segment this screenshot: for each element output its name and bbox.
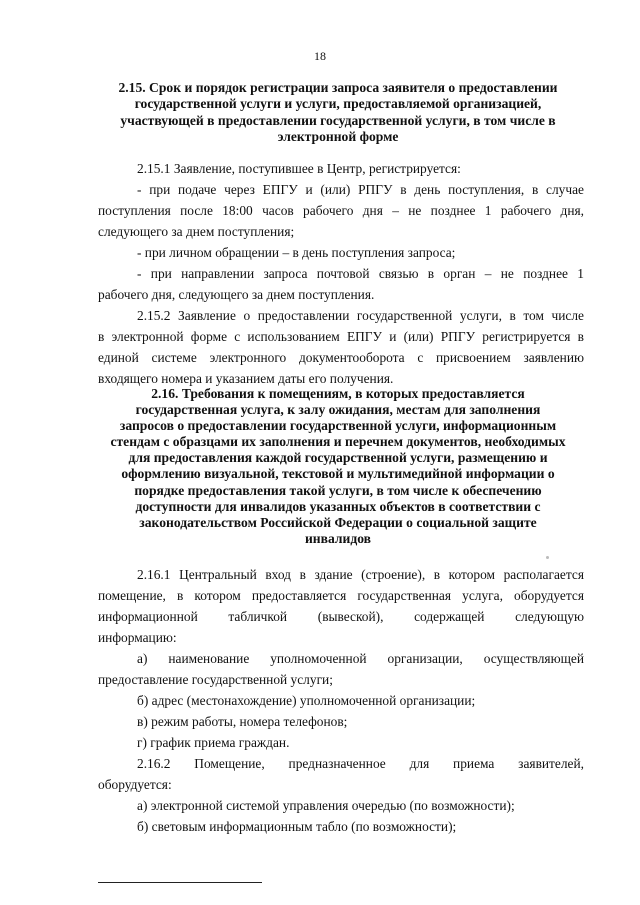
page-number: 18 — [314, 49, 326, 63]
heading-line: электронной форме — [277, 129, 399, 145]
text-line: в электронной форме с использованием ЕПГУ и (или) РПГУ регистрируется в — [98, 329, 584, 344]
heading-line: 2.16. Требования к помещениям, в которых предоставляется — [151, 386, 525, 401]
text-line: поступления после 18:00 часов рабочего дня – не позднее 1 рабочего дня, — [98, 203, 584, 218]
heading-line: 2.15. Срок и порядок регистрации запроса заявителя о предоставлении — [118, 80, 558, 95]
text-line: оборудуется: — [98, 777, 172, 792]
list-item-a: а) электронной системой управления очередью (по возможности); — [137, 798, 515, 813]
section-2-16-heading — [90, 386, 586, 547]
paragraph-2-16-1: 2.16.1 Центральный вход в здание (строение), в котором располагается — [137, 567, 584, 582]
heading-line: инвалидов — [304, 530, 372, 546]
heading-line: для предоставления каждой государственной услуги, размещению и — [128, 450, 548, 466]
text-line: информацию: — [98, 630, 177, 645]
text-line: информационной табличкой (вывеской), содержащей следующую — [98, 609, 584, 624]
text-line: предоставление государственной услуги; — [98, 672, 333, 687]
list-item-b: б) адрес (местонахождение) уполномоченной организации; — [137, 693, 476, 708]
paragraph-2-15-2: 2.15.2 Заявление о предоставлении государственной услуги, в том числе — [137, 308, 584, 323]
section-2-15-heading — [90, 80, 586, 146]
list-item-b: б) световым информационным табло (по возможности); — [137, 819, 457, 834]
text-line: входящего номера и указанием даты его получения. — [98, 371, 394, 386]
heading-line: государственная услуга, к залу ожидания, местам для заполнения — [135, 402, 541, 418]
heading-line: порядке предоставления такой услуги, в том числе к обеспечению — [134, 482, 542, 498]
list-item-g: г) график приема граждан. — [137, 735, 290, 750]
paragraph-2-16-2: 2.16.2 Помещение, предназначенное для приема заявителей, — [137, 756, 584, 771]
scan-mark — [546, 556, 549, 559]
text-line: помещение, в котором предоставляется государственная услуга, оборудуется — [98, 588, 584, 603]
text-line: следующего за днем поступления; — [98, 224, 295, 239]
heading-line: государственной услуги и услуги, предоставляемой организацией, — [134, 96, 542, 112]
heading-line: участвующей в предоставлении государственной услуги, в том числе в — [120, 112, 556, 128]
text-line: рабочего дня, следующего за днем поступления. — [98, 287, 375, 302]
text-line: единой системе электронного документооборота с присвоением заявлению — [98, 350, 584, 365]
heading-line: оформлению визуальной, текстовой и мультимедийной информации о — [121, 466, 555, 482]
list-item-a: а) наименование уполномоченной организации, осуществляющей — [137, 651, 584, 666]
heading-line: законодательством Российской Федерации о социальной защите — [139, 514, 537, 530]
text-line: - при личном обращении – в день поступления запроса; — [137, 245, 456, 260]
paragraph-2-15-1: 2.15.1 Заявление, поступившее в Центр, регистрируется: — [137, 161, 461, 176]
heading-line: доступности для инвалидов указанных объектов в соответствии с — [135, 498, 541, 514]
heading-line: стендам с образцами их заполнения и перечнем документов, необходимых — [110, 434, 566, 450]
text-line: - при подаче через ЕПГУ и (или) РПГУ в день поступления, в случае — [137, 182, 584, 197]
text-line: - при направлении запроса почтовой связью в орган – не позднее 1 — [137, 266, 584, 281]
footnote-separator — [98, 882, 262, 883]
list-item-v: в) режим работы, номера телефонов; — [137, 714, 348, 729]
heading-line: запросов о предоставлении государственной услуги, информационным — [119, 418, 557, 434]
